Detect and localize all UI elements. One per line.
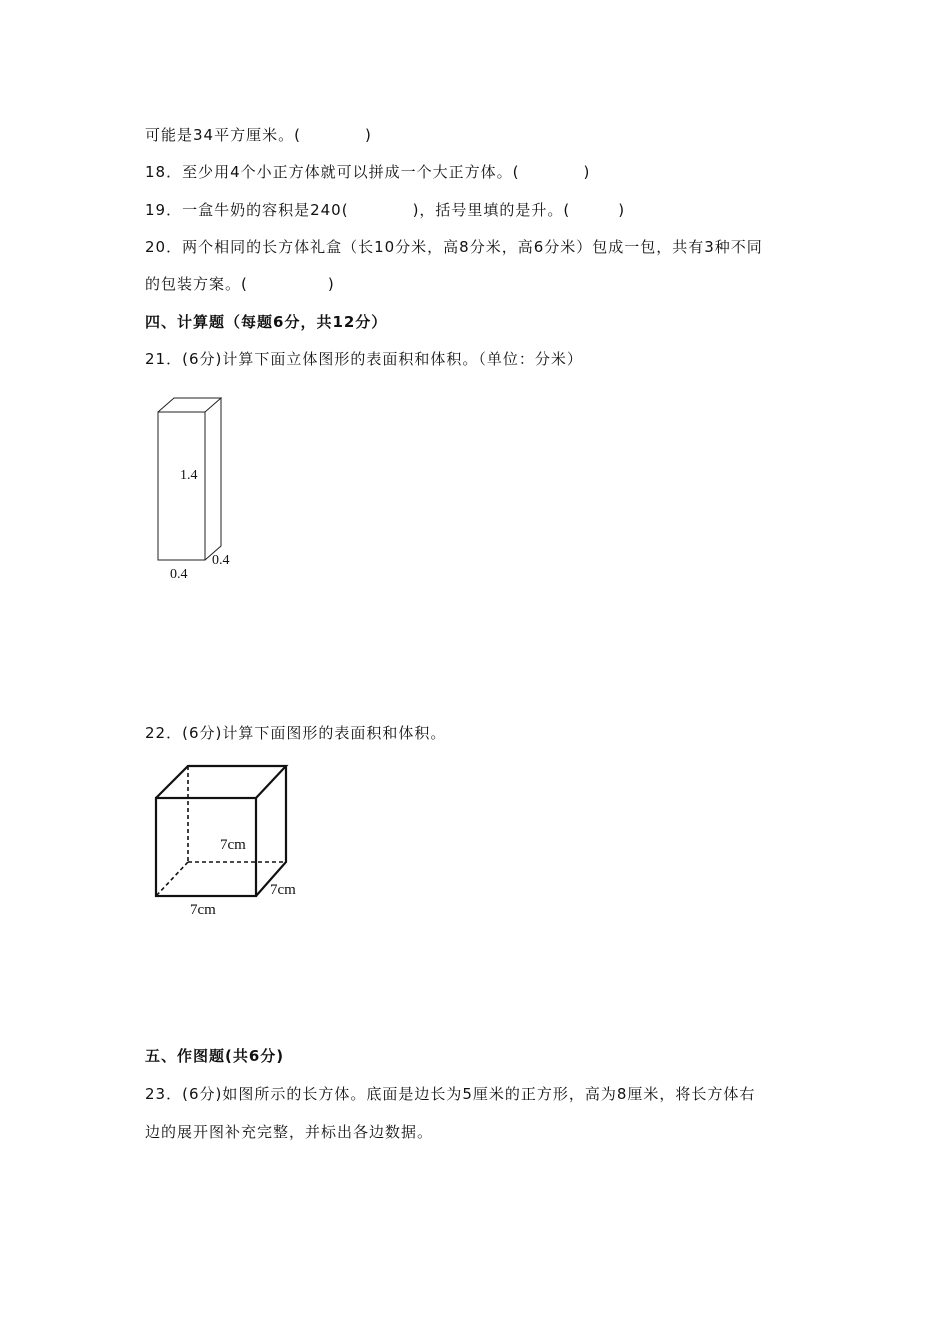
- cuboid-figure: [150, 392, 240, 587]
- width-label: 7cm: [190, 902, 216, 918]
- section-5-heading: 五、作图题(共6分): [145, 1047, 285, 1065]
- depth-label: 7cm: [270, 882, 296, 898]
- question-23-line1: 23．(6分)如图所示的长方体。底面是边长为5厘米的正方形，高为8厘米，将长方体右: [145, 1085, 756, 1103]
- section-4-heading: 四、计算题（每题6分，共12分）: [145, 313, 388, 331]
- question-21: 21．(6分)计算下面立体图形的表面积和体积。（单位：分米）: [145, 350, 583, 368]
- question-22: 22．(6分)计算下面图形的表面积和体积。: [145, 724, 447, 742]
- question-19: 19．一盒牛奶的容积是240( )，括号里填的是升。( ): [145, 201, 626, 219]
- question-20-line2: 的包装方案。( ): [145, 275, 335, 293]
- question-20-line1: 20．两个相同的长方体礼盒（长10分米，高8分米，高6分米）包成一包，共有3种不同: [145, 238, 763, 256]
- question-23-line2: 边的展开图补充完整，并标出各边数据。: [145, 1123, 434, 1141]
- q17-continuation: 可能是34平方厘米。( ): [145, 126, 372, 144]
- height-label: 1.4: [180, 468, 198, 483]
- depth-label: 0.4: [212, 553, 230, 568]
- width-label: 0.4: [170, 567, 188, 582]
- height-label: 7cm: [220, 837, 246, 853]
- cube-figure: [150, 762, 310, 922]
- question-18: 18．至少用4个小正方体就可以拼成一个大正方体。( ): [145, 163, 591, 181]
